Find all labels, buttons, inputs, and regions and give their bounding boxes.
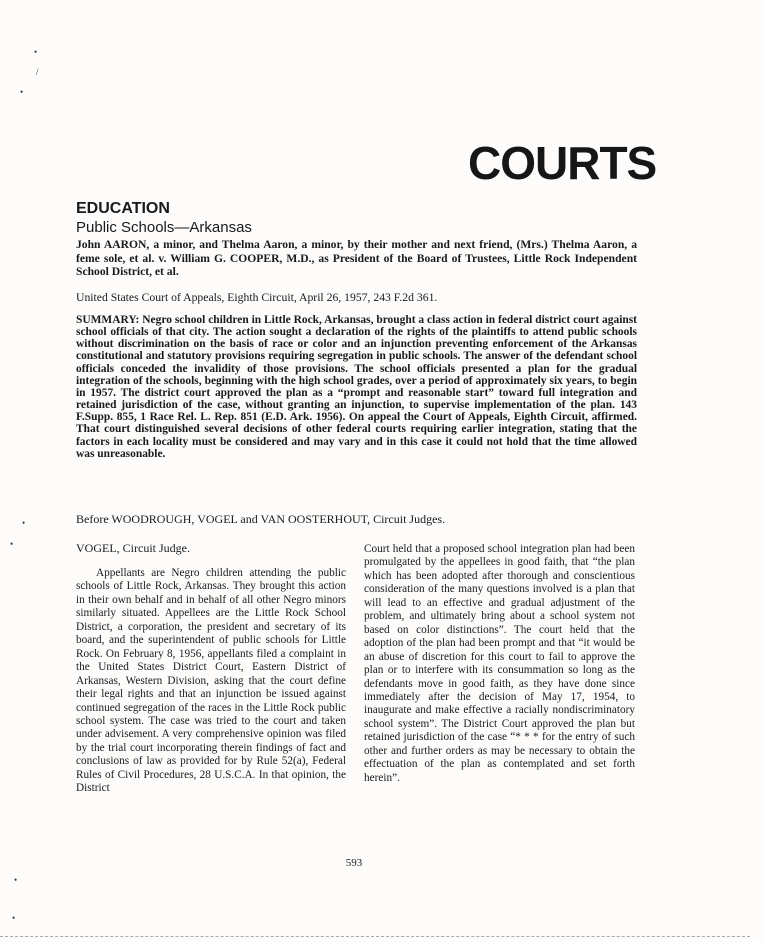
opinion-right-column [364, 543, 635, 785]
topic-category: EDUCATION [76, 200, 170, 217]
summary-text: Negro school children in Little Rock, Arkansas, brought a class action in federal district court against school officials of that city. The action sought a declaration of the rights of the plaintiffs to attend public schools without discrimination on the basis of race or color and an injunction preventing enforcement of the Arkansas constitutional and statutory provisions requiring segregation in public schools. The answer of the defendant school officials conceded the invalidity of those provisions. The school officials presented a plan for the gradual integration of the schools, beginning with the high school grades, over a period of approximately six years, to begin in 1957. The district court approved the plan as a “prompt and reasonable start” toward full integration and retained jurisdiction of the case, without granting an injunction, to supervise implementation of the plan. 143 F.Supp. 855, 1 Race Rel. L. Rep. 851 (E.D. Ark. 1956). On appeal the Court of Appeals, Eighth Circuit, affirmed. That court distinguished several decisions of other federal courts requiring earlier integration, stating that the factors in each locality must be considered and may vary and in this case it could not hold that the time allowed was unreasonable. [76, 314, 637, 460]
section-title: COURTS [468, 137, 657, 189]
opinion-paragraph: Appellants are Negro children attending the public schools of Little Rock, Arkansas. They brought this action in their own behalf and in behalf of all other Negro minors similarly situated. Appellees are the Little Rock School District, a corporation, the president and secretary of its board, and the superintendent of public schools for Little Rock. On February 8, 1956, appellants filed a complaint in the United States District Court, Eastern District of Arkansas, Western Division, asking that the court define their legal rights and that an injunction be issued against continued segregation of the races in the Little Rock public school system. The case was tried to the court and taken under advisement. A very comprehensive opinion was filed by the trial court incorporating therein findings of fact and conclusions of law as provided for by Rule 52(a), Federal Rules of Civil Procedures, 28 U.S.C.A. In that opinion, the District [76, 567, 346, 795]
case-summary [76, 314, 637, 460]
scan-speck: • [10, 539, 14, 549]
case-citation: United States Court of Appeals, Eighth Circuit, April 26, 1957, 243 F.2d 361. [76, 291, 438, 304]
opinion-author: VOGEL, Circuit Judge. [76, 541, 190, 555]
summary-label: SUMMARY: [76, 314, 140, 326]
scan-speck: • [34, 47, 38, 57]
topic-subcategory: Public Schools—Arkansas [76, 219, 252, 236]
scan-speck: • [20, 87, 24, 97]
opinion-paragraph: Court held that a proposed school integration plan had been promulgated by the appellees in good faith, that “the plan which has been adopted after thorough and conscientious consideration of the many questions involved is a plan that will lead to an effective and gradual adjustment of the problem, and ultimately bring about a school system not based on color distinctions”. The court held that the adoption of the plan had been prompt and that “it would be an abuse of discretion for this court to fail to approve the plan or to interfere with its consummation so long as the defendants move in good faith, as they have done since immediately after the decision of May 17, 1954, to inaugurate and make effective a racially nondiscriminatory school system”. The District Court approved the plan but retained jurisdiction of the case “* * * for the entry of such other and further orders as may be necessary to obtain the effectuation of the plan as contemplated and set forth herein”. [364, 543, 635, 784]
scan-speck: • [12, 913, 16, 923]
scan-speck: / [36, 67, 39, 77]
scan-speck: • [14, 875, 18, 885]
opinion-left-column [76, 567, 346, 796]
panel-of-judges: Before WOODROUGH, VOGEL and VAN OOSTERHOUT, Circuit Judges. [76, 512, 446, 526]
page-number: 593 [345, 857, 363, 869]
scan-edge-line [0, 936, 750, 937]
case-caption: John AARON, a minor, and Thelma Aaron, a minor, by their mother and next friend, (Mrs.) Thelma Aaron, a feme sole, et al. v. William G. COOPER, M.D., as President of the Board of Trustees, Little Rock Independent School District, et al. [76, 238, 637, 278]
scan-speck: • [22, 518, 26, 528]
